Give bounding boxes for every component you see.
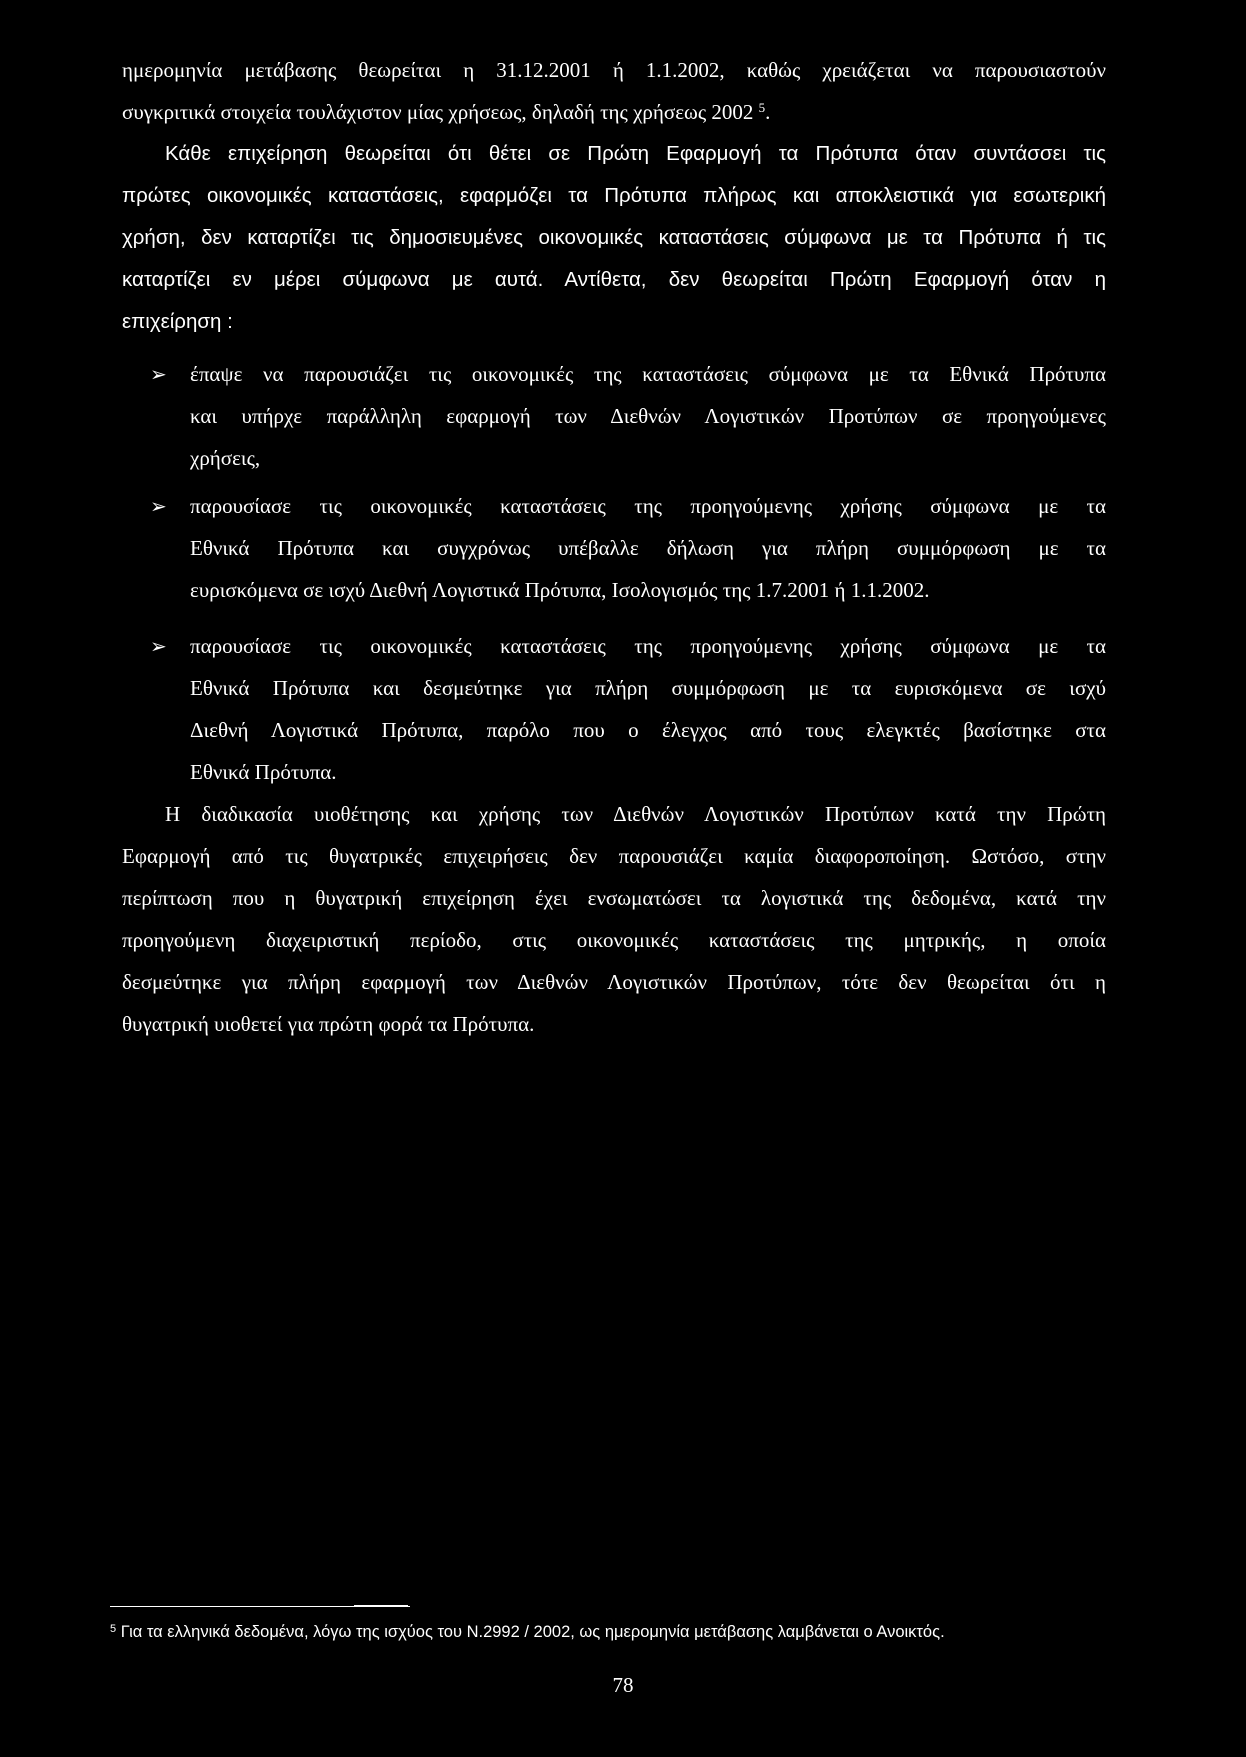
footnote-text: Για τα ελληνικά δεδομένα, λόγω της ισχύος του Ν.2992 / 2002, ως ημερομηνία μετάβασης λαμβάνεται ο Ανοικτός.	[120, 1623, 945, 1641]
bullet-1-line-3: χρήσεις,	[190, 446, 261, 470]
bullet-3-line-2: Εθνικά Πρότυπα και δεσμεύτηκε για πλήρη συμμόρφωση με τα ευρισκόμενα σε ισχύ	[190, 676, 1106, 700]
bullet-1-line-2: και υπήρχε παράλληλη εφαρμογή των Διεθνών Λογιστικών Προτύπων σε προηγούμενες	[190, 404, 1106, 428]
bullet-arrow-icon: ➢	[150, 634, 167, 658]
footnote-reference-suffix: .	[765, 100, 771, 124]
footnote-separator-accent	[354, 1605, 408, 1607]
footnote	[110, 1620, 945, 1644]
body-line-1: ημερομηνία μετάβασης θεωρείται η 31.12.2001 ή 1.1.2002, καθώς χρειάζεται να παρουσιαστούν	[122, 58, 1106, 82]
footnote-reference[interactable]: 5	[758, 100, 766, 115]
bullet-3-line-1: παρουσίασε τις οικονομικές καταστάσεις της προηγούμενης χρήσης σύμφωνα με τα	[190, 634, 1106, 658]
bullet-2-line-1: παρουσίασε τις οικονομικές καταστάσεις της προηγούμενης χρήσης σύμφωνα με τα	[190, 494, 1106, 518]
body-line-2	[122, 97, 1106, 127]
closing-line-2: Εφαρμογή από τις θυγατρικές επιχειρήσεις δεν παρουσιάζει καμία διαφοροποίηση. Ωστόσο, στην	[122, 844, 1106, 868]
bullet-arrow-icon: ➢	[150, 362, 167, 386]
body-line-6: καταρτίζει εν μέρει σύμφωνα με αυτά. Αντίθετα, δεν θεωρείται Πρώτη Εφαρμογή όταν η	[122, 268, 1106, 291]
page-number: 78	[612, 1673, 634, 1697]
bullet-1-line-1: έπαψε να παρουσιάζει τις οικονομικές της καταστάσεις σύμφωνα με τα Εθνικά Πρότυπα	[190, 362, 1106, 386]
bullet-3-line-4: Εθνικά Πρότυπα.	[190, 760, 337, 784]
closing-line-4: προηγούμενη διαχειριστική περίοδο, στις οικονομικές καταστάσεις της μητρικής, η οποία	[122, 928, 1106, 952]
footnote-number: 5	[110, 1623, 117, 1635]
bullet-2-line-3: ευρισκόμενα σε ισχύ Διεθνή Λογιστικά Πρότυπα, Ισολογισμός της 1.7.2001 ή 1.1.2002.	[190, 578, 930, 602]
closing-line-5: δεσμεύτηκε για πλήρη εφαρμογή των Διεθνών Λογιστικών Προτύπων, τότε δεν θεωρείται ότι η	[122, 970, 1106, 994]
bullet-2-line-2: Εθνικά Πρότυπα και συγχρόνως υπέβαλλε δήλωση για πλήρη συμμόρφωση με τα	[190, 536, 1106, 560]
body-line-2-text: συγκριτικά στοιχεία τουλάχιστον μίας χρήσεως, δηλαδή της χρήσεως 2002	[122, 100, 754, 124]
bullet-arrow-icon: ➢	[150, 494, 167, 518]
body-line-7: επιχείρηση :	[122, 310, 233, 333]
body-line-3: Κάθε επιχείρηση θεωρείται ότι θέτει σε Πρώτη Εφαρμογή τα Πρότυπα όταν συντάσσει τις	[165, 142, 1106, 165]
closing-line-3: περίπτωση που η θυγατρική επιχείρηση έχει ενσωματώσει τα λογιστικά της δεδομένα, κατά την	[122, 886, 1106, 910]
body-line-4: πρώτες οικονομικές καταστάσεις, εφαρμόζει τα Πρότυπα πλήρως και αποκλειστικά για εσωτερική	[122, 184, 1106, 207]
bullet-3-line-3: Διεθνή Λογιστικά Πρότυπα, παρόλο που ο έλεγχος από τους ελεγκτές βασίστηκε στα	[190, 718, 1106, 742]
closing-line-6: θυγατρική υιοθετεί για πρώτη φορά τα Πρότυπα.	[122, 1012, 535, 1036]
closing-line-1: Η διαδικασία υιοθέτησης και χρήσης των Διεθνών Λογιστικών Προτύπων κατά την Πρώτη	[165, 802, 1106, 826]
body-line-5: χρήση, δεν καταρτίζει τις δημοσιευμένες οικονομικές καταστάσεις σύμφωνα με τα Πρότυπα ή τις	[122, 226, 1106, 249]
